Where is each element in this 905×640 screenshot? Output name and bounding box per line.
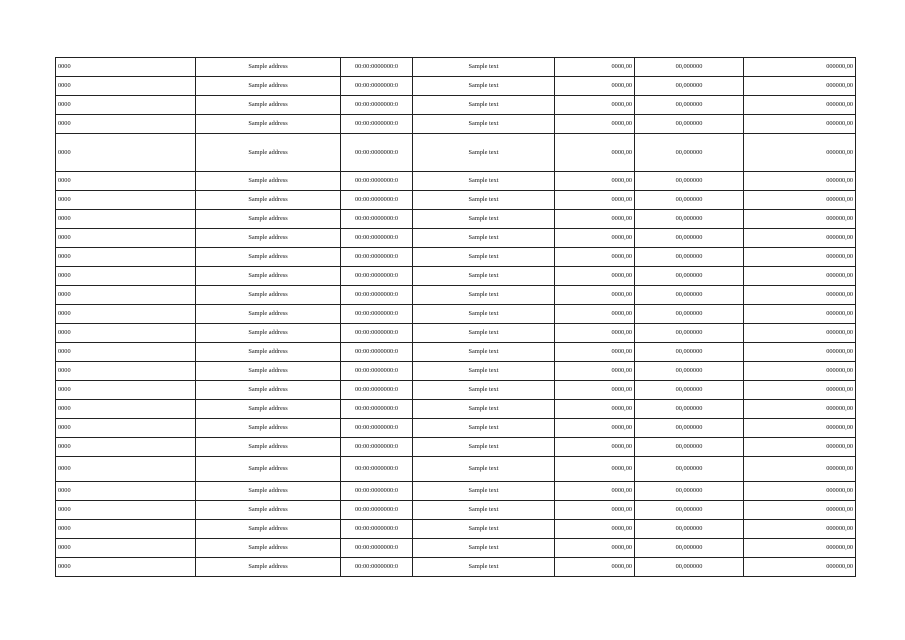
row-number: 0000 xyxy=(56,343,196,362)
cadastral-number-cell: 00:00:0000000:0 xyxy=(341,58,413,77)
area-cell: 0000,00 xyxy=(555,457,635,482)
cadastral-value-cell: 000000,00 xyxy=(744,457,856,482)
cadastral-number-cell: 00:00:0000000:0 xyxy=(341,400,413,419)
address-cell: Sample address xyxy=(196,482,341,501)
row-number: 0000 xyxy=(56,305,196,324)
table-row xyxy=(56,58,856,77)
row-number: 0000 xyxy=(56,267,196,286)
land-use-cell: Sample text xyxy=(413,210,555,229)
address-cell: Sample address xyxy=(196,438,341,457)
cadastral-value-cell: 000000,00 xyxy=(744,381,856,400)
cadastral-number-cell: 00:00:0000000:0 xyxy=(341,286,413,305)
land-use-cell: Sample text xyxy=(413,229,555,248)
table-row xyxy=(56,501,856,520)
area-cell: 0000,00 xyxy=(555,96,635,115)
area-cell: 0000,00 xyxy=(555,381,635,400)
address-cell: Sample address xyxy=(196,229,341,248)
area-cell: 0000,00 xyxy=(555,305,635,324)
table-row xyxy=(56,96,856,115)
cadastral-number-cell: 00:00:0000000:0 xyxy=(341,267,413,286)
cadastral-number-cell: 00:00:0000000:0 xyxy=(341,501,413,520)
address-cell: Sample address xyxy=(196,115,341,134)
rate-cell: 00,000000 xyxy=(635,305,744,324)
area-cell: 0000,00 xyxy=(555,248,635,267)
cadastral-number-cell: 00:00:0000000:0 xyxy=(341,191,413,210)
cadastral-number-cell: 00:00:0000000:0 xyxy=(341,482,413,501)
row-number: 0000 xyxy=(56,381,196,400)
rate-cell: 00,000000 xyxy=(635,210,744,229)
address-cell: Sample address xyxy=(196,77,341,96)
row-number: 0000 xyxy=(56,191,196,210)
table-row xyxy=(56,134,856,172)
area-cell: 0000,00 xyxy=(555,324,635,343)
cadastral-number-cell: 00:00:0000000:0 xyxy=(341,558,413,577)
cadastral-number-cell: 00:00:0000000:0 xyxy=(341,305,413,324)
land-use-cell: Sample text xyxy=(413,324,555,343)
cadastral-value-cell: 000000,00 xyxy=(744,229,856,248)
table-row xyxy=(56,210,856,229)
rate-cell: 00,000000 xyxy=(635,381,744,400)
area-cell: 0000,00 xyxy=(555,58,635,77)
row-number: 0000 xyxy=(56,77,196,96)
cadastral-number-cell: 00:00:0000000:0 xyxy=(341,381,413,400)
land-use-cell: Sample text xyxy=(413,482,555,501)
area-cell: 0000,00 xyxy=(555,210,635,229)
rate-cell: 00,000000 xyxy=(635,362,744,381)
table-row xyxy=(56,248,856,267)
land-use-cell: Sample text xyxy=(413,115,555,134)
cadastral-value-cell: 000000,00 xyxy=(744,520,856,539)
table-row xyxy=(56,438,856,457)
row-number: 0000 xyxy=(56,115,196,134)
rate-cell: 00,000000 xyxy=(635,248,744,267)
cadastral-value-cell: 000000,00 xyxy=(744,438,856,457)
cadastral-value-cell: 000000,00 xyxy=(744,248,856,267)
row-number: 0000 xyxy=(56,134,196,172)
table-row xyxy=(56,267,856,286)
rate-cell: 00,000000 xyxy=(635,558,744,577)
address-cell: Sample address xyxy=(196,96,341,115)
rate-cell: 00,000000 xyxy=(635,191,744,210)
cadastral-value-cell: 000000,00 xyxy=(744,191,856,210)
table-row xyxy=(56,520,856,539)
rate-cell: 00,000000 xyxy=(635,286,744,305)
cadastral-value-cell: 000000,00 xyxy=(744,362,856,381)
rate-cell: 00,000000 xyxy=(635,96,744,115)
rate-cell: 00,000000 xyxy=(635,172,744,191)
rate-cell: 00,000000 xyxy=(635,457,744,482)
rate-cell: 00,000000 xyxy=(635,400,744,419)
row-number: 0000 xyxy=(56,362,196,381)
cadastral-value-cell: 000000,00 xyxy=(744,210,856,229)
row-number: 0000 xyxy=(56,539,196,558)
row-number: 0000 xyxy=(56,324,196,343)
cadastral-number-cell: 00:00:0000000:0 xyxy=(341,520,413,539)
land-registry-table xyxy=(55,57,856,577)
cadastral-value-cell: 000000,00 xyxy=(744,324,856,343)
row-number: 0000 xyxy=(56,248,196,267)
table-row xyxy=(56,343,856,362)
area-cell: 0000,00 xyxy=(555,362,635,381)
row-number: 0000 xyxy=(56,96,196,115)
land-use-cell: Sample text xyxy=(413,305,555,324)
rate-cell: 00,000000 xyxy=(635,115,744,134)
cadastral-value-cell: 000000,00 xyxy=(744,558,856,577)
table-row xyxy=(56,172,856,191)
cadastral-number-cell: 00:00:0000000:0 xyxy=(341,210,413,229)
rate-cell: 00,000000 xyxy=(635,134,744,172)
address-cell: Sample address xyxy=(196,134,341,172)
cadastral-value-cell: 000000,00 xyxy=(744,286,856,305)
land-use-cell: Sample text xyxy=(413,438,555,457)
area-cell: 0000,00 xyxy=(555,229,635,248)
land-use-cell: Sample text xyxy=(413,58,555,77)
area-cell: 0000,00 xyxy=(555,482,635,501)
rate-cell: 00,000000 xyxy=(635,501,744,520)
land-use-cell: Sample text xyxy=(413,134,555,172)
rate-cell: 00,000000 xyxy=(635,77,744,96)
row-number: 0000 xyxy=(56,419,196,438)
cadastral-number-cell: 00:00:0000000:0 xyxy=(341,172,413,191)
table-row xyxy=(56,77,856,96)
table-body xyxy=(56,58,856,577)
cadastral-number-cell: 00:00:0000000:0 xyxy=(341,229,413,248)
rate-cell: 00,000000 xyxy=(635,267,744,286)
cadastral-value-cell: 000000,00 xyxy=(744,482,856,501)
cadastral-value-cell: 000000,00 xyxy=(744,58,856,77)
address-cell: Sample address xyxy=(196,58,341,77)
table-row xyxy=(56,400,856,419)
table-row xyxy=(56,381,856,400)
row-number: 0000 xyxy=(56,501,196,520)
address-cell: Sample address xyxy=(196,520,341,539)
row-number: 0000 xyxy=(56,438,196,457)
rate-cell: 00,000000 xyxy=(635,324,744,343)
rate-cell: 00,000000 xyxy=(635,438,744,457)
area-cell: 0000,00 xyxy=(555,400,635,419)
row-number: 0000 xyxy=(56,210,196,229)
cadastral-number-cell: 00:00:0000000:0 xyxy=(341,539,413,558)
land-use-cell: Sample text xyxy=(413,457,555,482)
address-cell: Sample address xyxy=(196,457,341,482)
area-cell: 0000,00 xyxy=(555,267,635,286)
address-cell: Sample address xyxy=(196,267,341,286)
table-row xyxy=(56,539,856,558)
area-cell: 0000,00 xyxy=(555,134,635,172)
cadastral-number-cell: 00:00:0000000:0 xyxy=(341,115,413,134)
land-use-cell: Sample text xyxy=(413,172,555,191)
table-row xyxy=(56,229,856,248)
address-cell: Sample address xyxy=(196,539,341,558)
address-cell: Sample address xyxy=(196,419,341,438)
row-number: 0000 xyxy=(56,229,196,248)
table-row xyxy=(56,324,856,343)
rate-cell: 00,000000 xyxy=(635,482,744,501)
area-cell: 0000,00 xyxy=(555,558,635,577)
rate-cell: 00,000000 xyxy=(635,520,744,539)
cadastral-number-cell: 00:00:0000000:0 xyxy=(341,134,413,172)
cadastral-value-cell: 000000,00 xyxy=(744,115,856,134)
land-use-cell: Sample text xyxy=(413,77,555,96)
row-number: 0000 xyxy=(56,558,196,577)
cadastral-value-cell: 000000,00 xyxy=(744,400,856,419)
cadastral-number-cell: 00:00:0000000:0 xyxy=(341,77,413,96)
cadastral-value-cell: 000000,00 xyxy=(744,96,856,115)
cadastral-number-cell: 00:00:0000000:0 xyxy=(341,324,413,343)
area-cell: 0000,00 xyxy=(555,77,635,96)
rate-cell: 00,000000 xyxy=(635,419,744,438)
address-cell: Sample address xyxy=(196,210,341,229)
area-cell: 0000,00 xyxy=(555,501,635,520)
land-use-cell: Sample text xyxy=(413,419,555,438)
rate-cell: 00,000000 xyxy=(635,58,744,77)
row-number: 0000 xyxy=(56,58,196,77)
land-use-cell: Sample text xyxy=(413,267,555,286)
address-cell: Sample address xyxy=(196,343,341,362)
row-number: 0000 xyxy=(56,457,196,482)
land-use-cell: Sample text xyxy=(413,400,555,419)
table-row xyxy=(56,191,856,210)
row-number: 0000 xyxy=(56,482,196,501)
address-cell: Sample address xyxy=(196,248,341,267)
cadastral-number-cell: 00:00:0000000:0 xyxy=(341,343,413,362)
cadastral-number-cell: 00:00:0000000:0 xyxy=(341,438,413,457)
land-use-cell: Sample text xyxy=(413,539,555,558)
address-cell: Sample address xyxy=(196,400,341,419)
rate-cell: 00,000000 xyxy=(635,539,744,558)
table-row xyxy=(56,286,856,305)
land-use-cell: Sample text xyxy=(413,381,555,400)
area-cell: 0000,00 xyxy=(555,191,635,210)
area-cell: 0000,00 xyxy=(555,419,635,438)
cadastral-value-cell: 000000,00 xyxy=(744,305,856,324)
cadastral-number-cell: 00:00:0000000:0 xyxy=(341,419,413,438)
land-use-cell: Sample text xyxy=(413,248,555,267)
table-row xyxy=(56,482,856,501)
area-cell: 0000,00 xyxy=(555,539,635,558)
table-row xyxy=(56,305,856,324)
rate-cell: 00,000000 xyxy=(635,229,744,248)
cadastral-number-cell: 00:00:0000000:0 xyxy=(341,362,413,381)
address-cell: Sample address xyxy=(196,558,341,577)
land-use-cell: Sample text xyxy=(413,191,555,210)
table-row xyxy=(56,558,856,577)
address-cell: Sample address xyxy=(196,362,341,381)
cadastral-number-cell: 00:00:0000000:0 xyxy=(341,457,413,482)
cadastral-value-cell: 000000,00 xyxy=(744,172,856,191)
cadastral-value-cell: 000000,00 xyxy=(744,343,856,362)
row-number: 0000 xyxy=(56,286,196,305)
area-cell: 0000,00 xyxy=(555,172,635,191)
address-cell: Sample address xyxy=(196,305,341,324)
cadastral-value-cell: 000000,00 xyxy=(744,77,856,96)
land-use-cell: Sample text xyxy=(413,286,555,305)
land-use-cell: Sample text xyxy=(413,343,555,362)
address-cell: Sample address xyxy=(196,381,341,400)
table-row xyxy=(56,115,856,134)
land-use-cell: Sample text xyxy=(413,558,555,577)
cadastral-value-cell: 000000,00 xyxy=(744,501,856,520)
area-cell: 0000,00 xyxy=(555,115,635,134)
address-cell: Sample address xyxy=(196,324,341,343)
row-number: 0000 xyxy=(56,172,196,191)
cadastral-value-cell: 000000,00 xyxy=(744,419,856,438)
cadastral-value-cell: 000000,00 xyxy=(744,267,856,286)
area-cell: 0000,00 xyxy=(555,438,635,457)
land-use-cell: Sample text xyxy=(413,501,555,520)
cadastral-number-cell: 00:00:0000000:0 xyxy=(341,248,413,267)
table-row xyxy=(56,457,856,482)
table-row xyxy=(56,419,856,438)
area-cell: 0000,00 xyxy=(555,520,635,539)
cadastral-number-cell: 00:00:0000000:0 xyxy=(341,96,413,115)
cadastral-value-cell: 000000,00 xyxy=(744,134,856,172)
cadastral-value-cell: 000000,00 xyxy=(744,539,856,558)
area-cell: 0000,00 xyxy=(555,343,635,362)
area-cell: 0000,00 xyxy=(555,286,635,305)
land-use-cell: Sample text xyxy=(413,362,555,381)
row-number: 0000 xyxy=(56,520,196,539)
land-use-cell: Sample text xyxy=(413,96,555,115)
address-cell: Sample address xyxy=(196,501,341,520)
rate-cell: 00,000000 xyxy=(635,343,744,362)
address-cell: Sample address xyxy=(196,172,341,191)
address-cell: Sample address xyxy=(196,286,341,305)
address-cell: Sample address xyxy=(196,191,341,210)
land-use-cell: Sample text xyxy=(413,520,555,539)
table-row xyxy=(56,362,856,381)
row-number: 0000 xyxy=(56,400,196,419)
